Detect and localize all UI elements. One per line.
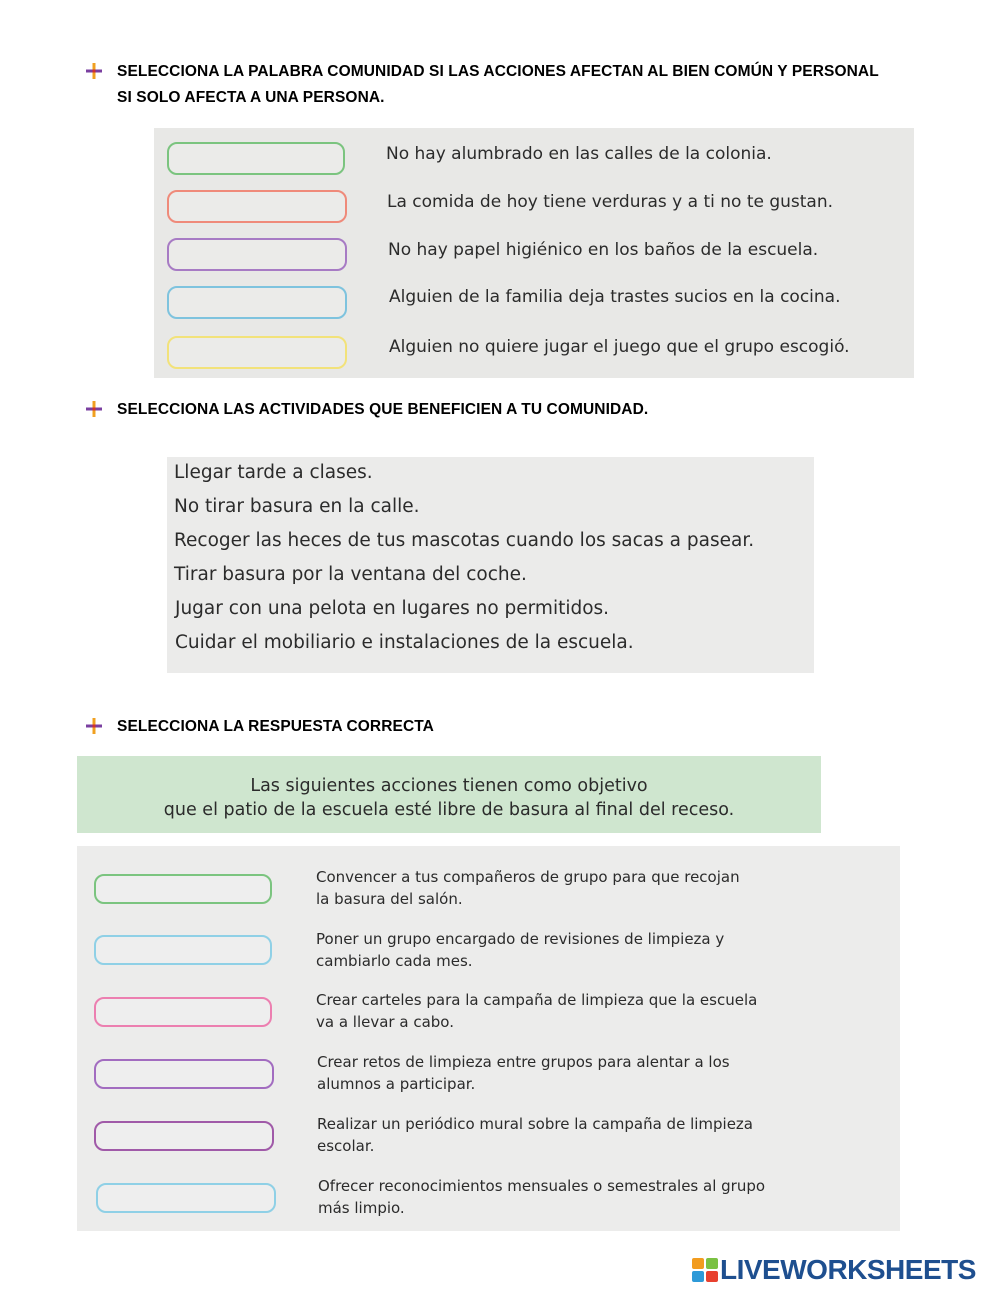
statement-5: Alguien no quiere jugar el juego que el grupo escogió.	[389, 337, 850, 357]
option-1-line2: la basura del salón.	[316, 890, 463, 908]
option-5-line2: escolar.	[317, 1137, 375, 1155]
activity-2[interactable]: No tirar basura en la calle.	[174, 496, 420, 517]
option-3-line1: Crear carteles para la campaña de limpieza que la escuela	[316, 991, 758, 1009]
logo-text: LIVEWORKSHEETS	[720, 1254, 976, 1285]
banner-line-2: que el patio de la escuela esté libre de basura al final del receso.	[163, 800, 735, 820]
banner-line-1: Las siguientes acciones tienen como objetivo	[250, 776, 648, 796]
option-3	[316, 989, 757, 1033]
option-box-2[interactable]	[94, 935, 272, 965]
statement-4: Alguien de la familia deja trastes sucios en la cocina.	[389, 287, 841, 307]
option-1	[316, 866, 740, 910]
liveworksheets-logo	[692, 1255, 976, 1285]
section1-image	[154, 128, 914, 378]
activity-3[interactable]: Recoger las heces de tus mascotas cuando los sacas a pasear.	[174, 530, 755, 551]
option-6	[318, 1175, 765, 1219]
option-6-line2: más limpio.	[318, 1199, 405, 1217]
option-2-line2: cambiarlo cada mes.	[316, 952, 473, 970]
activity-4[interactable]: Tirar basura por la ventana del coche.	[174, 564, 527, 585]
option-2	[316, 928, 724, 972]
section3-image	[77, 846, 900, 1231]
option-box-4[interactable]	[94, 1059, 274, 1089]
option-box-6[interactable]	[96, 1183, 276, 1213]
bullet-plus-icon	[86, 63, 102, 79]
option-4-line2: alumnos a participar.	[317, 1075, 476, 1093]
answer-box-5[interactable]	[167, 336, 347, 369]
option-2-line1: Poner un grupo encargado de revisiones de limpieza y	[316, 930, 725, 948]
instruction-2-text: SELECCIONA LAS ACTIVIDADES QUE BENEFICIEN A TU COMUNIDAD.	[117, 401, 649, 418]
statement-3: No hay papel higiénico en los baños de la escuela.	[388, 240, 819, 260]
bullet-plus-icon	[86, 718, 102, 734]
option-4	[317, 1051, 730, 1095]
option-1-line1: Convencer a tus compañeros de grupo para que recojan	[316, 868, 740, 886]
option-6-line1: Ofrecer reconocimientos mensuales o semestrales al grupo	[318, 1177, 766, 1195]
instruction-1-line1: SELECCIONA LA PALABRA COMUNIDAD SI LAS ACCIONES AFECTAN AL BIEN COMÚN Y PERSONAL	[117, 63, 879, 80]
option-box-1[interactable]	[94, 874, 272, 904]
activity-1[interactable]: Llegar tarde a clases.	[174, 462, 373, 483]
question-banner	[77, 756, 821, 833]
option-5	[317, 1113, 753, 1157]
bullet-plus-icon	[86, 401, 102, 417]
section2-image	[167, 457, 814, 673]
logo-grid-icon	[692, 1258, 718, 1282]
answer-box-4[interactable]	[167, 286, 347, 319]
instruction-3-text: SELECCIONA LA RESPUESTA CORRECTA	[117, 718, 434, 735]
option-3-line2: va a llevar a cabo.	[316, 1013, 454, 1031]
statement-1: No hay alumbrado en las calles de la colonia.	[386, 144, 772, 164]
answer-box-2[interactable]	[167, 190, 347, 223]
statement-2: La comida de hoy tiene verduras y a ti no te gustan.	[387, 192, 834, 212]
option-5-line1: Realizar un periódico mural sobre la campaña de limpieza	[317, 1115, 753, 1133]
answer-box-1[interactable]	[167, 142, 345, 175]
activity-5[interactable]: Jugar con una pelota en lugares no permitidos.	[175, 598, 610, 619]
instruction-1-line2: SI SOLO AFECTA A UNA PERSONA.	[117, 89, 385, 106]
option-box-5[interactable]	[94, 1121, 274, 1151]
answer-box-3[interactable]	[167, 238, 347, 271]
activity-6[interactable]: Cuidar el mobiliario e instalaciones de la escuela.	[175, 632, 634, 653]
option-4-line1: Crear retos de limpieza entre grupos para alentar a los	[317, 1053, 730, 1071]
option-box-3[interactable]	[94, 997, 272, 1027]
